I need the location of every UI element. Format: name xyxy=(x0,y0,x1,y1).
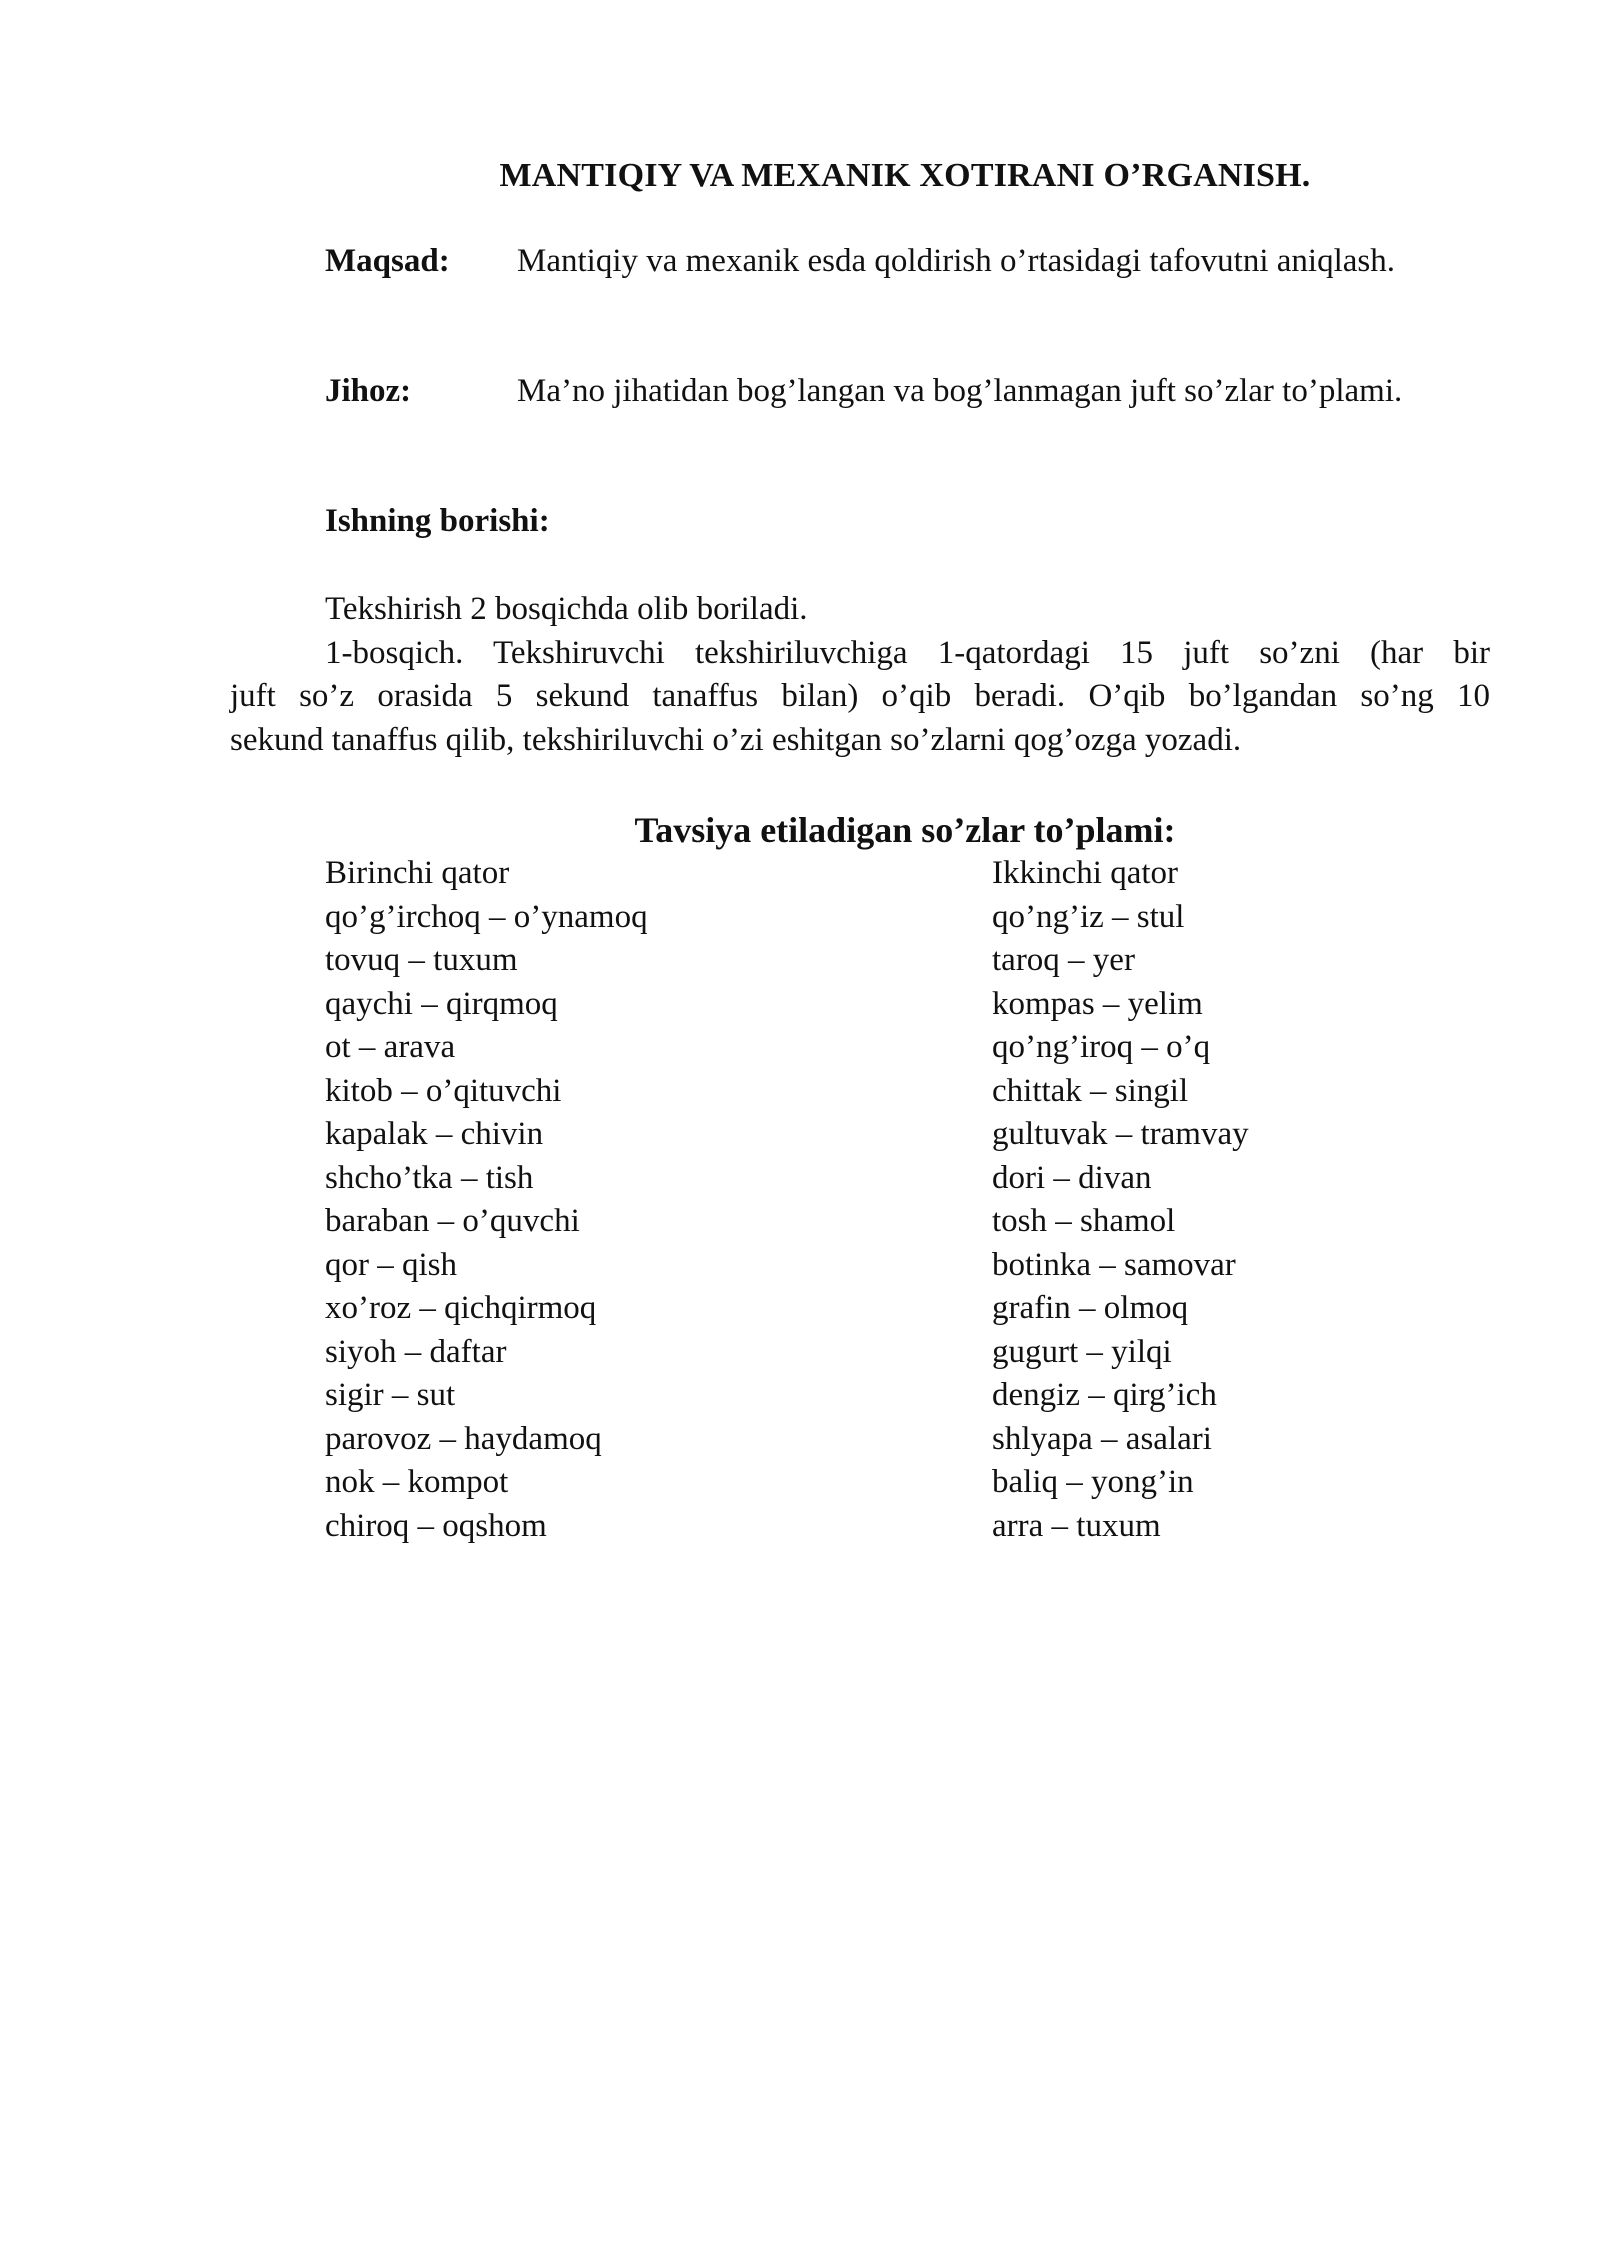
paragraph-step1-line1: 1-bosqich. Tekshiruvchi tekshiriluvchiga 1-qatordagi 15 juft so’zni (har bir xyxy=(325,634,1490,671)
procedure-body xyxy=(230,588,1490,762)
list-item: chiroq – oqshom xyxy=(325,1507,547,1544)
paragraph-stages: Tekshirish 2 bosqichda olib boriladi. xyxy=(325,591,808,627)
list-item: baliq – yong’in xyxy=(992,1464,1194,1500)
jihoz-text: Ma’no jihatidan bog’langan va bog’lanmagan juft so’zlar to’plami. xyxy=(517,373,1403,409)
maqsad-label: Maqsad: xyxy=(325,243,450,279)
first-row-header: Birinchi qator xyxy=(325,855,510,891)
words-title: Tavsiya etiladigan so’zlar to’plami: xyxy=(634,810,1176,850)
list-item: kapalak – chivin xyxy=(325,1116,544,1152)
list-item: qaychi – qirqmoq xyxy=(325,985,558,1022)
second-row-column xyxy=(992,852,1492,1548)
list-item: qo’g’irchoq – o’ynamoq xyxy=(325,898,648,935)
list-item: ot – arava xyxy=(325,1029,456,1065)
document-title: MANTIQIY VA MEXANIK XOTIRANI O’RGANISH. xyxy=(499,157,1311,194)
maqsad-text: Mantiqiy va mexanik esda qoldirish o’rtasidagi tafovutni aniqlash. xyxy=(517,243,1395,279)
procedure-heading: Ishning borishi: xyxy=(325,503,550,539)
list-item: tovuq – tuxum xyxy=(325,942,518,978)
list-item: xo’roz – qichqirmoq xyxy=(325,1290,597,1326)
list-item: nok – kompot xyxy=(325,1464,509,1500)
jihoz-label: Jihoz: xyxy=(325,373,412,409)
list-item: gugurt – yilqi xyxy=(992,1333,1172,1370)
list-item: shlyapa – asalari xyxy=(992,1420,1212,1457)
list-item: chittak – singil xyxy=(992,1072,1189,1109)
list-item: shcho’tka – tish xyxy=(325,1159,534,1196)
list-item: baraban – o’quvchi xyxy=(325,1203,580,1239)
list-item: qo’ng’iroq – o’q xyxy=(992,1029,1211,1065)
second-row-header: Ikkinchi qator xyxy=(992,855,1179,891)
list-item: kitob – o’qituvchi xyxy=(325,1072,562,1109)
first-row-column xyxy=(325,852,925,1548)
list-item: kompas – yelim xyxy=(992,985,1203,1022)
paragraph-step1-line3: sekund tanaffus qilib, tekshiriluvchi o’zi eshitgan so’zlarni qog’ozga yozadi. xyxy=(230,721,1242,758)
list-item: siyoh – daftar xyxy=(325,1333,507,1370)
list-item: tosh – shamol xyxy=(992,1203,1176,1239)
list-item: dori – divan xyxy=(992,1159,1152,1196)
list-item: grafin – olmoq xyxy=(992,1290,1189,1326)
list-item: botinka – samovar xyxy=(992,1246,1236,1283)
list-item: taroq – yer xyxy=(992,942,1135,978)
list-item: gultuvak – tramvay xyxy=(992,1116,1249,1152)
list-item: qor – qish xyxy=(325,1246,457,1283)
list-item: arra – tuxum xyxy=(992,1507,1161,1544)
list-item: sigir – sut xyxy=(325,1377,456,1413)
paragraph-step1-line2: juft so’z orasida 5 sekund tanaffus bilan) o’qib beradi. O’qib bo’lgandan so’ng 10 xyxy=(230,678,1490,714)
list-item: parovoz – haydamoq xyxy=(325,1420,602,1457)
list-item: dengiz – qirg’ich xyxy=(992,1377,1217,1413)
list-item: qo’ng’iz – stul xyxy=(992,898,1185,935)
